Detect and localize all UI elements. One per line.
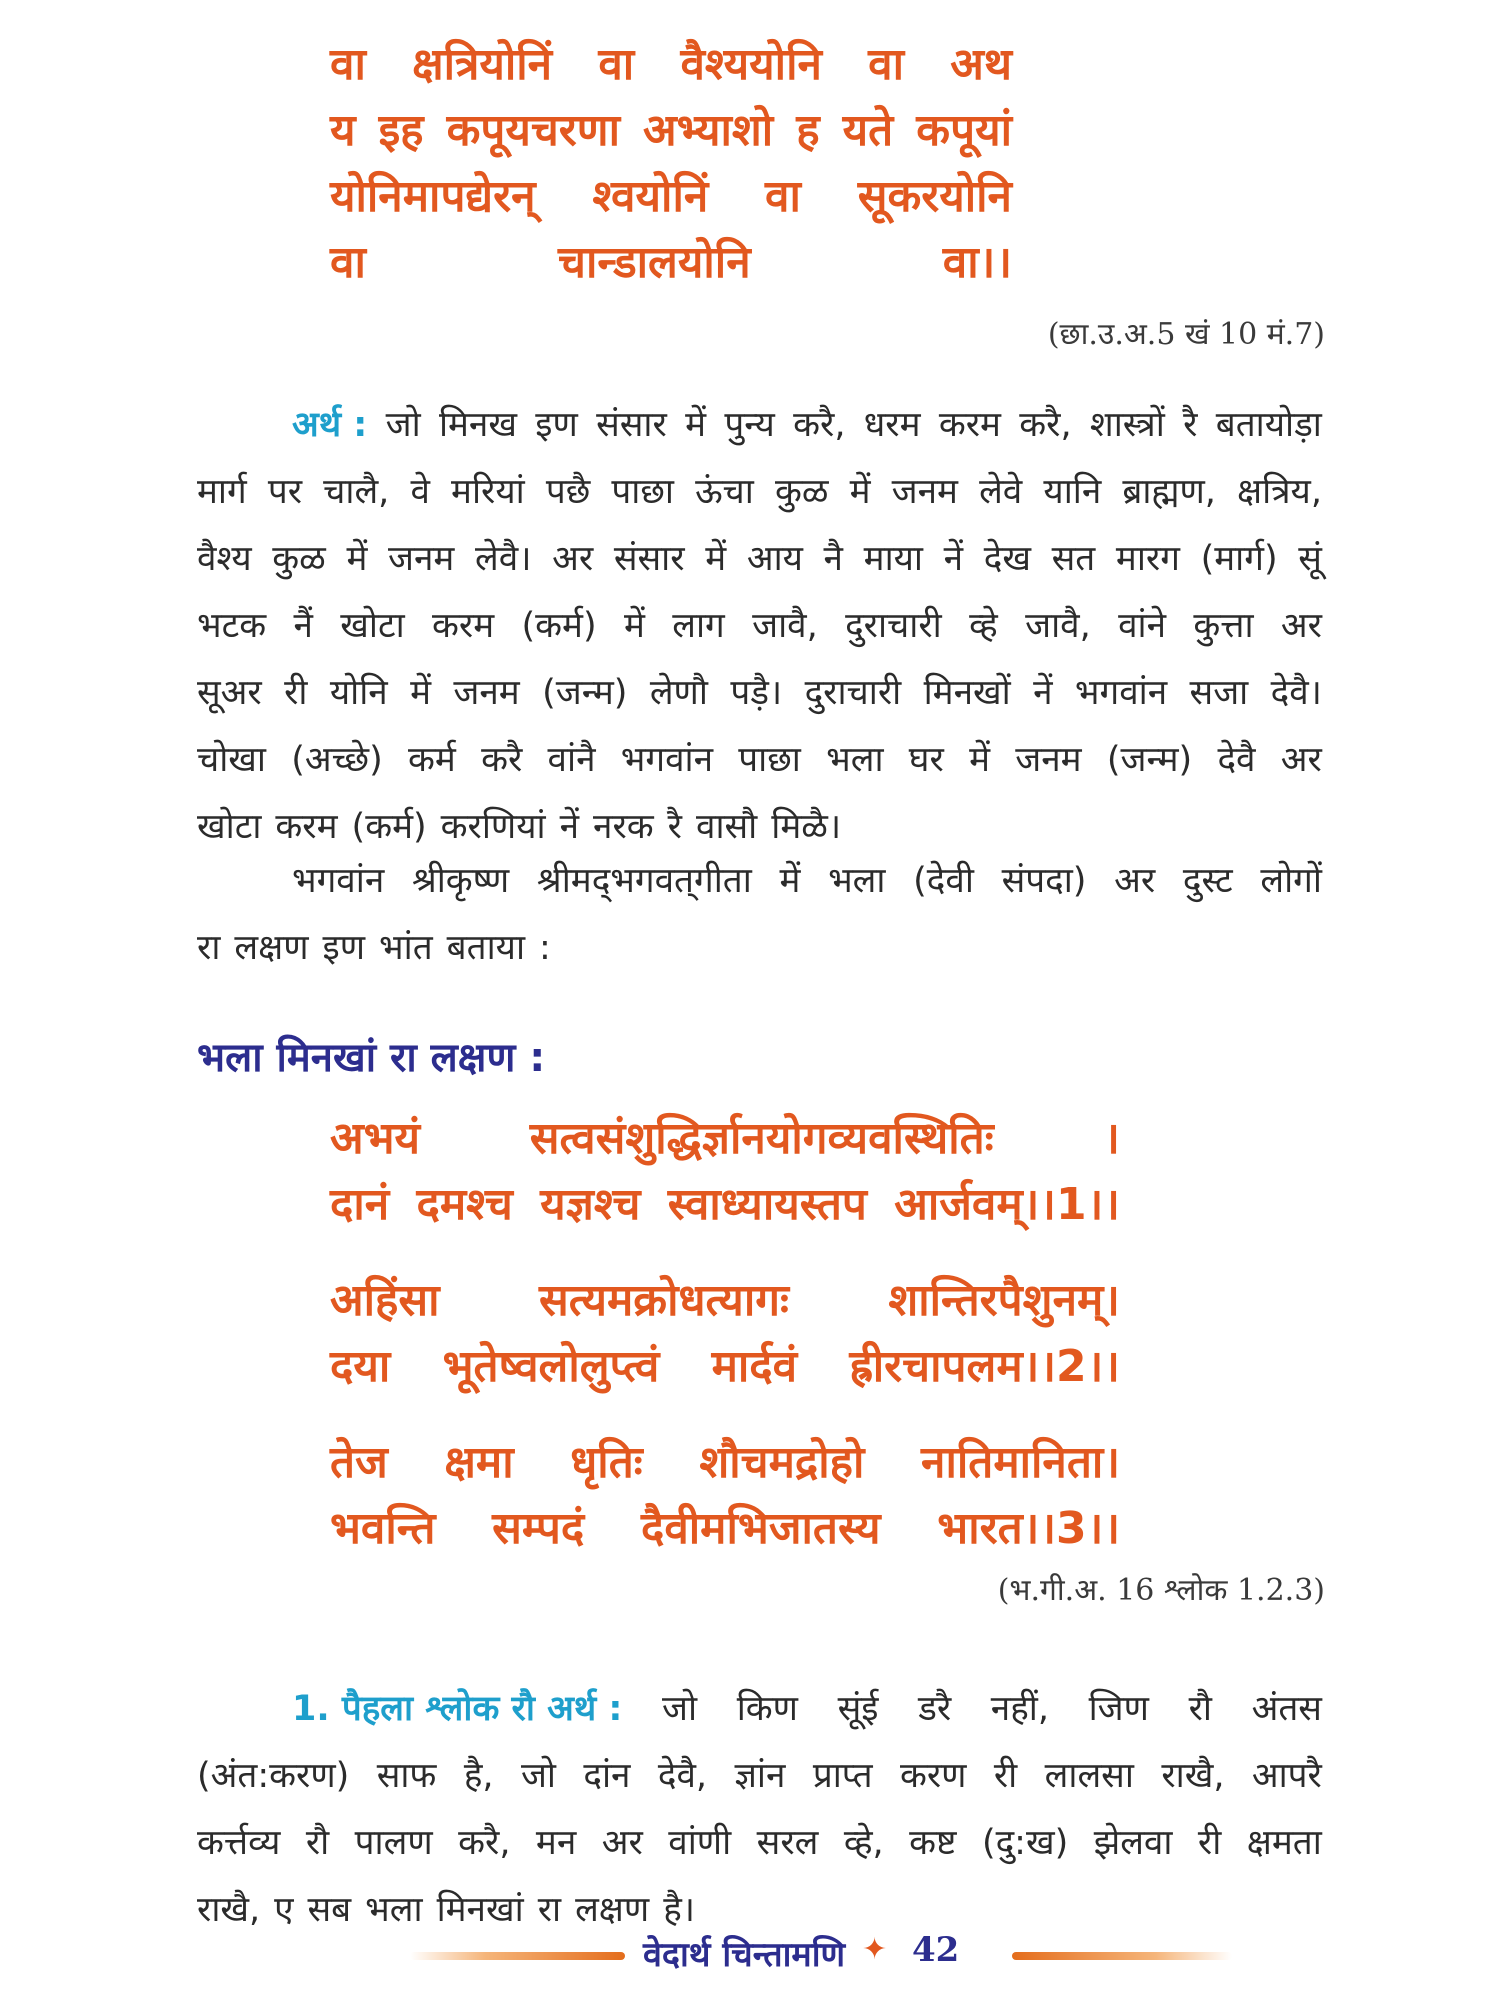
word: लक्षण — [575, 1890, 650, 1930]
word: साफ — [376, 1756, 437, 1796]
verse-word: अहिंसा — [330, 1275, 440, 1326]
word: भला — [365, 1890, 423, 1930]
word: दुस्ट — [1182, 861, 1233, 901]
word: भटक — [197, 606, 267, 646]
word: करणियां — [440, 807, 546, 847]
word: नहीं, — [990, 1689, 1049, 1729]
word: माया — [863, 539, 924, 579]
word: में — [346, 539, 368, 579]
verse-line — [330, 1268, 1120, 1334]
word: में — [685, 405, 707, 445]
verse-word: धृतिः — [570, 1437, 643, 1488]
gita-intro-paragraph — [197, 848, 1322, 982]
word: संसार — [613, 539, 685, 579]
word: मिनखों — [923, 673, 1011, 713]
word: भगवांन — [292, 861, 385, 901]
word: भला — [828, 861, 886, 901]
word: करम — [432, 606, 495, 646]
word: (कर्म) — [351, 807, 427, 847]
word: लेवे — [979, 472, 1023, 512]
word: खोटा — [197, 807, 262, 847]
word: पर — [267, 472, 303, 512]
gita-verse-3 — [330, 1430, 1120, 1562]
word: करम — [275, 807, 338, 847]
word: सूअर — [197, 673, 262, 713]
verse-word: सत्वसंशुद्धिर्ज्ञानयोगव्यवस्थितिः — [529, 1113, 994, 1164]
verse-word: कपूयां — [916, 105, 1012, 156]
word: कर्म — [408, 740, 456, 780]
word: सूं — [1298, 539, 1322, 579]
word: धरम — [863, 405, 921, 445]
word: वासौ — [696, 807, 758, 847]
verse-word: दमश्च — [416, 1179, 513, 1230]
word: इण — [322, 928, 366, 968]
word: अर — [1114, 861, 1156, 901]
verse-word: सम्पदं — [492, 1503, 585, 1554]
word: देख — [983, 539, 1031, 579]
word: सूंई — [837, 1689, 879, 1729]
word: मिनख — [438, 405, 517, 445]
word: वांणी — [668, 1823, 732, 1863]
word: ए — [274, 1890, 294, 1930]
word: ज्ञांन — [734, 1756, 786, 1796]
word: करै, — [1019, 405, 1072, 445]
word: सरल — [756, 1823, 819, 1863]
word: व्हे — [969, 606, 998, 646]
verse-word: श्वयोनिं — [592, 171, 709, 222]
footer-book-title: वेदार्थ चिन्तामणि — [643, 1935, 846, 1975]
text-line — [197, 727, 1322, 794]
word: जो — [662, 1689, 698, 1729]
verse-word: सत्यमक्रोधत्यागः — [538, 1275, 789, 1326]
verse-line — [330, 1430, 1120, 1496]
word: जनम — [891, 472, 958, 512]
word: करण — [899, 1756, 967, 1796]
text-line — [197, 392, 1322, 459]
text-line — [197, 1743, 1322, 1810]
word: पछै — [545, 472, 591, 512]
verse-word: य — [330, 105, 356, 156]
word: सजा — [1189, 673, 1249, 713]
word: अर — [1280, 606, 1322, 646]
word: देवै — [1217, 740, 1256, 780]
word: लाग — [672, 606, 725, 646]
page-footer — [0, 1928, 1500, 1978]
word: मार्ग — [197, 472, 247, 512]
verse-reference-gita: (भ.गी.अ. 16 श्लोक 1.2.3) — [997, 1573, 1325, 1608]
word: भला — [826, 740, 884, 780]
text-line — [197, 526, 1322, 593]
verse-word: अथ — [950, 39, 1012, 90]
word: (अंत:करण) — [197, 1756, 350, 1796]
word: ब्राह्मण, — [1122, 472, 1216, 512]
word: चालै, — [323, 472, 390, 512]
text-line — [197, 915, 1322, 982]
verse-word: भवन्ति — [330, 1503, 436, 1554]
verse-word: अभयं — [330, 1113, 421, 1164]
word: दुराचारी — [845, 606, 942, 646]
word: राखै, — [1161, 1756, 1225, 1796]
word: : — [539, 928, 551, 968]
word: कर्त्तव्य — [197, 1823, 281, 1863]
word: है, — [463, 1756, 494, 1796]
word: बताया — [446, 928, 526, 968]
footer-star-icon: ✦ — [862, 1932, 888, 1967]
verse-word: ह्रीरचापलम।।2।। — [849, 1341, 1120, 1392]
word: जनम — [388, 539, 455, 579]
verse-word: स्वाध्यायस्तप — [667, 1179, 867, 1230]
word: करै, — [458, 1823, 511, 1863]
word: राखै, — [197, 1890, 261, 1930]
verse-line — [330, 1334, 1120, 1400]
verse-word: योनिमापद्येरन् — [330, 171, 536, 222]
word: लेवै। — [475, 539, 532, 579]
word: वांने — [1118, 606, 1167, 646]
word: आय — [746, 539, 803, 579]
word: कुळ — [272, 539, 326, 579]
verse-word: चान्डालयोनि — [558, 237, 751, 288]
word: कष्ट — [909, 1823, 957, 1863]
word: (देवी — [913, 861, 974, 901]
verse-word: दया — [330, 1341, 391, 1392]
word: मरियां — [451, 472, 525, 512]
word: में — [623, 606, 645, 646]
word: (दु:ख) — [981, 1823, 1069, 1863]
word: (मार्ग) — [1200, 539, 1278, 579]
word: खोटा — [340, 606, 405, 646]
verse-word: शौचमद्रोहो — [699, 1437, 865, 1488]
verse-reference-chhandogya: (छा.उ.अ.5 खं 10 मं.7) — [1047, 317, 1325, 352]
word: में — [849, 472, 871, 512]
word: सत — [1051, 539, 1096, 579]
word: (अच्छे) — [291, 740, 383, 780]
text-line — [197, 459, 1322, 526]
word: कुत्ता — [1193, 606, 1254, 646]
verse-line — [330, 1496, 1120, 1562]
verse-word: तेज — [330, 1437, 388, 1488]
word: लक्षण — [234, 928, 309, 968]
word: अंतस — [1251, 1689, 1322, 1729]
gita-verse-1 — [330, 1106, 1120, 1238]
word: नें — [943, 539, 964, 579]
verse-word: भारत।।3।। — [937, 1503, 1120, 1554]
word: जो — [385, 405, 421, 445]
word: क्षत्रिय, — [1237, 472, 1322, 512]
word: इण — [535, 405, 578, 445]
verse-word: वैश्ययोनि — [680, 39, 822, 90]
word: दांन — [583, 1756, 631, 1796]
word: री — [284, 673, 308, 713]
word: (जन्म) — [542, 673, 628, 713]
verse-word: कपूयचरणा — [446, 105, 621, 156]
word: में — [705, 539, 727, 579]
word: जावै, — [1025, 606, 1091, 646]
word: है। — [663, 1890, 696, 1930]
word: री — [993, 1756, 1018, 1796]
word: लालसा — [1044, 1756, 1134, 1796]
word: श्रीमद्‌भगवत्‌गीता — [536, 861, 752, 901]
word: डरै — [918, 1689, 952, 1729]
word: जनम — [453, 673, 520, 713]
word: नें — [1033, 673, 1053, 713]
word: आपरै — [1251, 1756, 1322, 1796]
paragraph-label: अर्थ : — [292, 405, 368, 445]
verse-line — [330, 230, 1012, 296]
word: यानि — [1043, 472, 1102, 512]
word: जो — [520, 1756, 556, 1796]
word: रा — [197, 928, 221, 968]
word: अर — [1280, 740, 1322, 780]
word: रै — [667, 807, 682, 847]
verse-word: वा — [598, 39, 635, 90]
verse-word: शान्तिरपैशुनम्। — [888, 1275, 1120, 1326]
word: मिळै। — [771, 807, 842, 847]
verse-word: इह — [378, 105, 424, 156]
word: देवै। — [1270, 673, 1322, 713]
word: जनम — [1015, 740, 1082, 780]
word: में — [779, 861, 801, 901]
word: भगवांन — [620, 740, 714, 780]
verse-word: दानं — [330, 1179, 390, 1230]
word: रै — [1183, 405, 1198, 445]
verse-word: क्षमा — [444, 1437, 514, 1488]
word: ऊंचा — [695, 472, 754, 512]
word: नैं — [293, 606, 313, 646]
word: वैश्य — [197, 539, 252, 579]
word: (कर्म) — [521, 606, 597, 646]
verse-line — [330, 98, 1012, 164]
word: भांत — [379, 928, 433, 968]
word: जिण — [1088, 1689, 1149, 1729]
word: देवै, — [657, 1756, 708, 1796]
word: करै — [481, 740, 523, 780]
word: नें — [559, 807, 580, 847]
verse-line — [330, 1172, 1120, 1238]
word: बतायोड़ा — [1215, 405, 1322, 445]
word: कुळ — [774, 472, 829, 512]
verse-word: यज्ञश्च — [540, 1179, 641, 1230]
footer-ornament-left — [410, 1952, 625, 1960]
verse-word: दैवीमभिजातस्य — [640, 1503, 881, 1554]
paragraph-label: 1. पैहला श्लोक रौ अर्थ : — [292, 1689, 623, 1729]
verse-word: भूतेष्वलोलुप्त्वं — [442, 1341, 660, 1392]
page-number: 42 — [912, 1930, 960, 1970]
word: री — [1197, 1823, 1222, 1863]
word: पालण — [354, 1823, 433, 1863]
word: नरक — [593, 807, 654, 847]
word: अर — [552, 539, 594, 579]
verse-line — [330, 32, 1012, 98]
word: पड़ै। — [730, 673, 783, 713]
footer-ornament-right — [1012, 1952, 1232, 1960]
word: नै — [823, 539, 843, 579]
word: में — [410, 673, 432, 713]
upanishad-verse — [330, 32, 1012, 296]
word: सब — [307, 1890, 352, 1930]
verse-line — [330, 164, 1012, 230]
word: घर — [908, 740, 944, 780]
verse-word: आर्जवम्।।1।। — [894, 1179, 1120, 1230]
meaning-paragraph — [197, 392, 1322, 861]
word: दुराचारी — [804, 673, 902, 713]
word: मारग — [1115, 539, 1180, 579]
word: चोखा — [197, 740, 266, 780]
first-verse-meaning-paragraph — [197, 1676, 1322, 1944]
word: वे — [410, 472, 430, 512]
word: श्रीकृष्ण — [411, 861, 510, 901]
verse-line — [330, 1106, 1120, 1172]
word: रौ — [1188, 1689, 1212, 1729]
word: रौ — [305, 1823, 330, 1863]
verse-word: ह — [796, 105, 820, 156]
text-line — [197, 848, 1322, 915]
word: योनि — [329, 673, 388, 713]
verse-word: यते — [842, 105, 894, 156]
word: जावै, — [752, 606, 818, 646]
word: (जन्म) — [1106, 740, 1193, 780]
word: क्षमता — [1246, 1823, 1322, 1863]
verse-word: मार्दवं — [711, 1341, 798, 1392]
word: लेणौ — [649, 673, 708, 713]
section-heading: भला मिनखां रा लक्षण : — [197, 1035, 546, 1081]
text-line — [197, 1676, 1322, 1743]
verse-word: क्षत्रियोनिं — [412, 39, 553, 90]
word: वांनै — [547, 740, 596, 780]
word: संसार — [596, 405, 667, 445]
text-line — [197, 593, 1322, 660]
word: रा — [537, 1890, 562, 1930]
word: व्हे, — [843, 1823, 884, 1863]
verse-word: वा — [330, 237, 366, 288]
word: करम — [938, 405, 1001, 445]
word: अर — [601, 1823, 643, 1863]
word: मन — [535, 1823, 577, 1863]
word: पुन्य — [724, 405, 775, 445]
verse-word: सूकरयोनि — [857, 171, 1012, 222]
gita-verse-2 — [330, 1268, 1120, 1400]
word: मिनखां — [436, 1890, 524, 1930]
text-line — [197, 1810, 1322, 1877]
word: लोगों — [1260, 861, 1322, 901]
word: पाछा — [611, 472, 674, 512]
word: शास्त्रों — [1089, 405, 1165, 445]
word: किण — [736, 1689, 798, 1729]
word: भगवांन — [1074, 673, 1168, 713]
verse-word: वा — [868, 39, 905, 90]
verse-word: नातिमानिता। — [921, 1437, 1120, 1488]
verse-word: । — [1103, 1113, 1120, 1164]
verse-word: वा — [765, 171, 801, 222]
word: झेलवा — [1093, 1823, 1173, 1863]
verse-word: अभ्याशो — [643, 105, 774, 156]
word: करै, — [793, 405, 846, 445]
text-line — [197, 660, 1322, 727]
verse-word: वा।। — [942, 237, 1012, 288]
word: प्राप्त — [812, 1756, 873, 1796]
word: संपदा) — [1001, 861, 1087, 901]
word: पाछा — [738, 740, 801, 780]
word: में — [969, 740, 990, 780]
verse-word: वा — [330, 39, 366, 90]
